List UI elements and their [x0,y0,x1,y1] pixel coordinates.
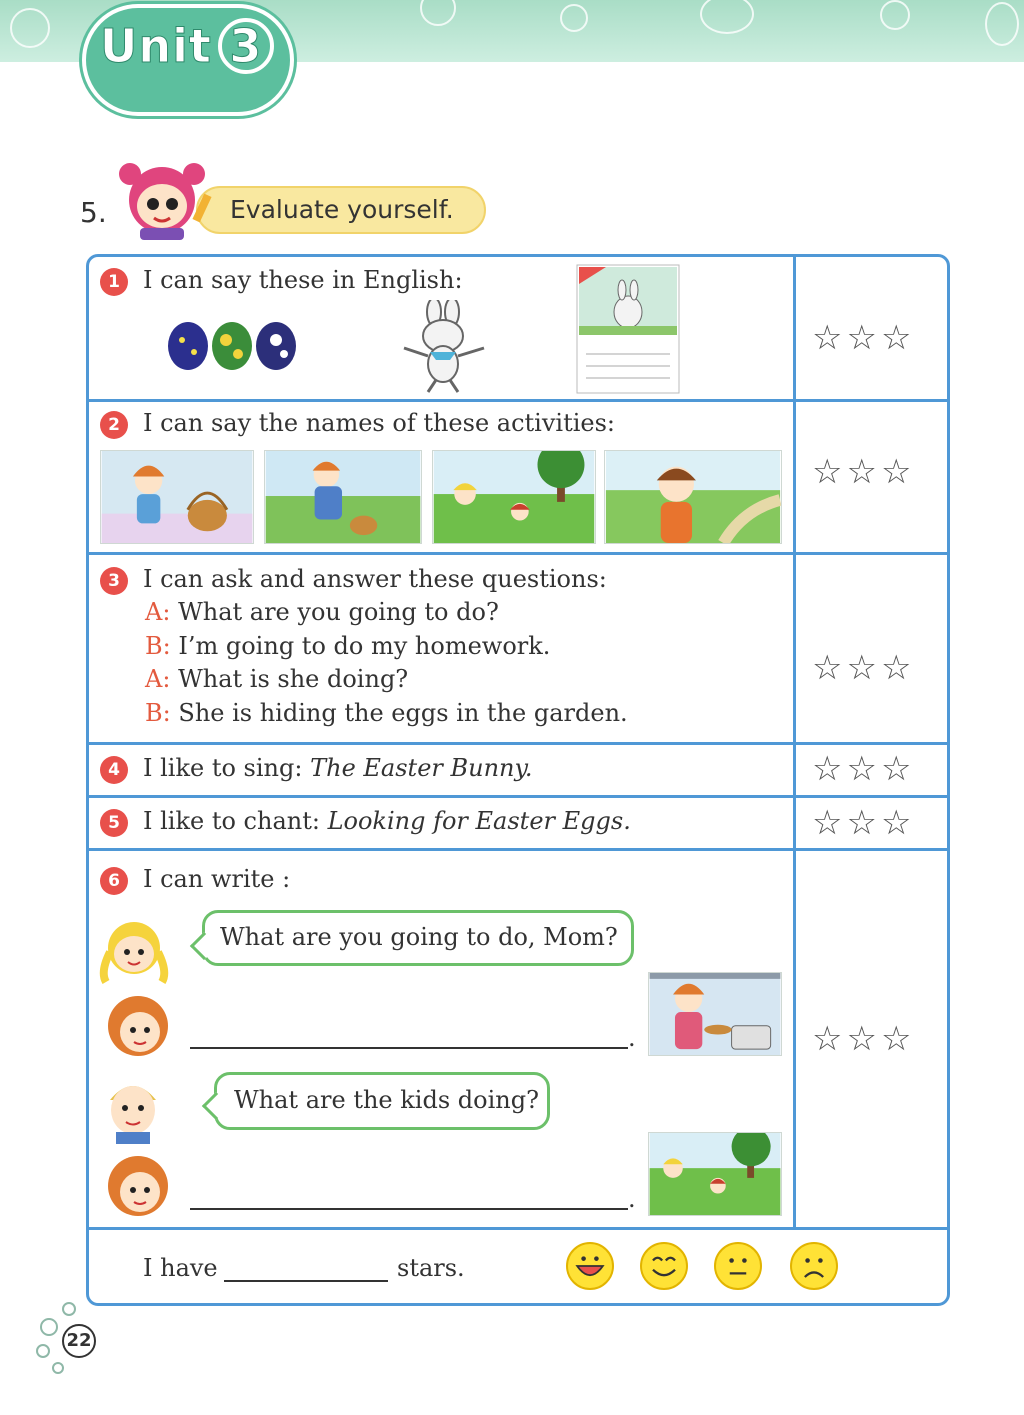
activity-picture-girl-in-garden [604,450,782,544]
decorative-ring [36,1344,50,1358]
dialogue-line: A: What are you going to do? [145,598,499,626]
summary-suffix: stars. [397,1254,465,1282]
row-divider [86,848,950,851]
happy-face-icon[interactable] [640,1242,688,1290]
mom-cooking-picture [648,972,782,1056]
kids-in-garden-picture [648,1132,782,1216]
row-2-number: 2 [100,411,128,439]
exercise-number: 5. [80,196,107,229]
dialogue-speaker: A: [145,598,171,626]
easter-card-icon [576,264,680,394]
row-4-number: 4 [100,756,128,784]
row-4-stars[interactable]: ☆☆☆ [812,749,916,789]
laughing-face-icon[interactable] [566,1242,614,1290]
row-divider [86,399,950,402]
dialogue-speaker: B: [145,699,171,727]
row-1-stars[interactable]: ☆☆☆ [812,318,916,358]
row-5-text: I like to chant: Looking for Easter Eggs. [143,807,631,835]
answer-period: . [628,1185,636,1213]
speech-bubble-text: What are the kids doing? [234,1086,539,1114]
row-1-text: I can say these in English: [143,266,463,294]
decorative-ring [62,1302,76,1316]
answer-line[interactable] [190,1208,628,1210]
row-2-text: I can say the names of these activities: [143,409,616,437]
easter-bunny-icon [398,300,490,394]
dialogue-speaker: B: [145,632,171,660]
answer-line[interactable] [190,1047,628,1049]
sad-face-icon[interactable] [790,1242,838,1290]
boy-avatar [100,1072,166,1144]
dialogue-line: B: I’m going to do my homework. [145,632,551,660]
speech-bubble-text: What are you going to do, Mom? [220,923,618,951]
page-number: 22 [62,1324,96,1358]
activity-picture-looking-for-eggs [432,450,596,544]
dialogue-speaker: A: [145,665,171,693]
row-3-number: 3 [100,567,128,595]
unit-title: Unit 3 [100,18,274,74]
decorative-ring [40,1318,58,1336]
neutral-face-icon[interactable] [714,1242,762,1290]
row-1-number: 1 [100,268,128,296]
row-2-stars[interactable]: ☆☆☆ [812,452,916,492]
dialogue-line: A: What is she doing? [145,665,409,693]
row-divider [86,1227,950,1230]
blonde-girl-avatar [96,912,174,986]
activity-picture-painting-eggs [100,450,254,544]
row-5-number: 5 [100,809,128,837]
row-3-stars[interactable]: ☆☆☆ [812,648,916,688]
row-divider [86,742,950,745]
row-6-stars[interactable]: ☆☆☆ [812,1019,916,1059]
unit-number: 3 [218,18,274,74]
mom-avatar [98,990,178,1064]
summary-prefix: I have [143,1254,218,1282]
dialogue-line: B: She is hiding the eggs in the garden. [145,699,628,727]
star-count-line[interactable] [224,1280,388,1282]
row-5-stars[interactable]: ☆☆☆ [812,803,916,843]
row-6-number: 6 [100,867,128,895]
chant-title: Looking for Easter Eggs. [327,807,631,835]
row-divider [86,795,950,798]
easter-eggs-icon [166,320,300,372]
song-title: The Easter Bunny. [310,754,533,782]
mom-avatar [98,1150,178,1224]
row-6-text: I can write : [143,865,291,893]
row-3-text: I can ask and answer these questions: [143,565,607,593]
exercise-title: Evaluate yourself. [230,195,454,224]
row-4-text: I like to sing: The Easter Bunny. [143,754,533,782]
decorative-ring [52,1362,64,1374]
row-divider [86,552,950,555]
answer-period: . [628,1024,636,1052]
activity-picture-hiding-eggs [264,450,422,544]
mascot-girl-icon [110,160,220,242]
